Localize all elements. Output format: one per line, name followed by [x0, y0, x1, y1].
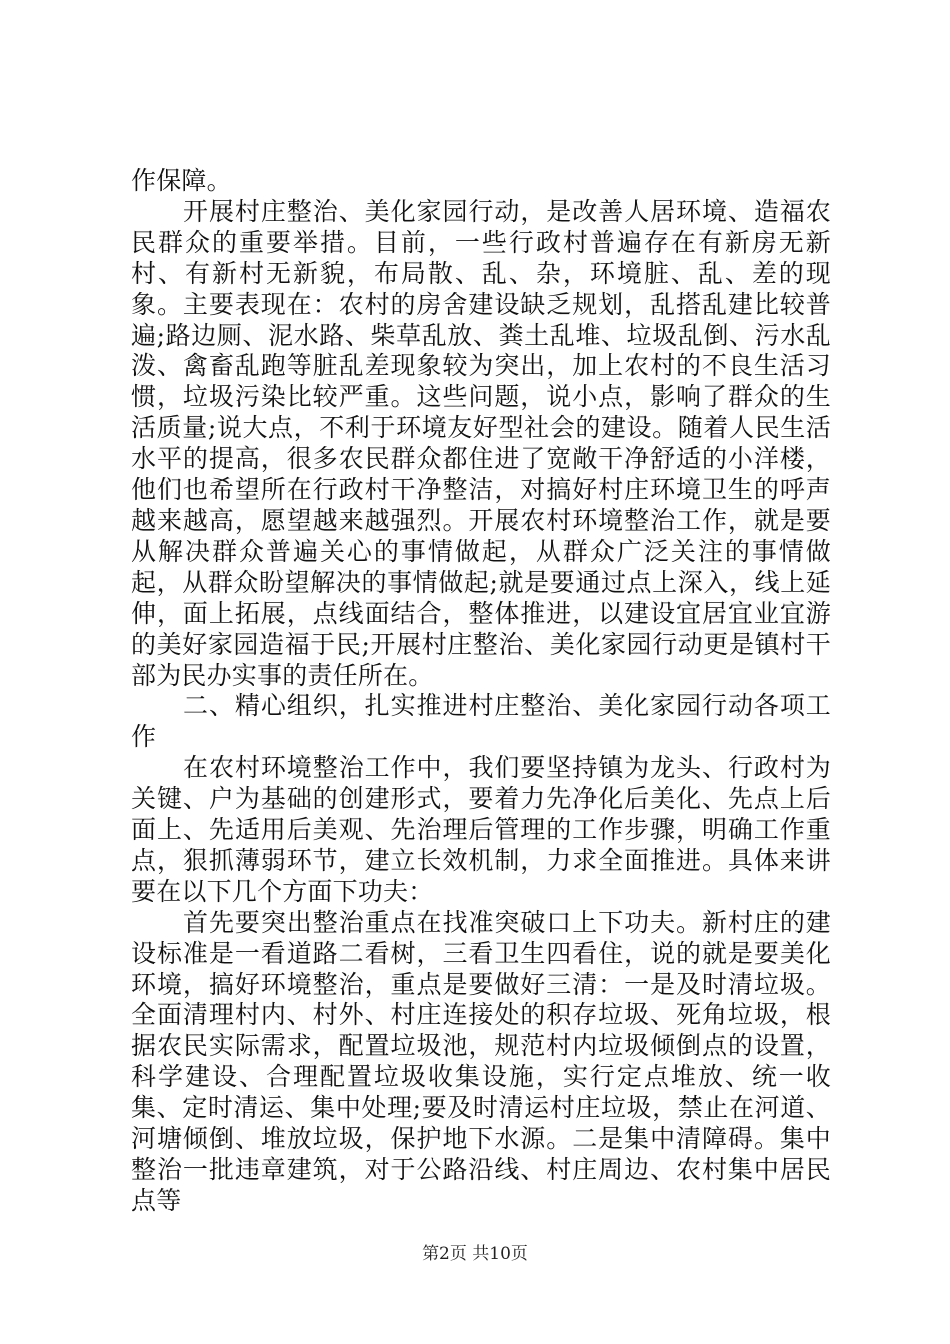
section-heading-two: 二、精心组织，扎实推进村庄整治、美化家园行动各项工作 [131, 691, 831, 752]
paragraph-village-renovation-significance: 开展村庄整治、美化家园行动，是改善人居环境、造福农民群众的重要举措。目前，一些行政村普遍存在有新房无新村、有新村无新貌，布局散、乱、杂，环境脏、乱、差的现象。主要表现在：农村的房舍建设缺乏规划，乱搭乱建比较普遍;路边厕、泥水路、柴草乱放、粪土乱堆、垃圾乱倒、污水乱泼、禽畜乱跑等脏乱差现象较为突出，加上农村的不良生活习惯，垃圾污染比较严重。这些问题，说小点，影响了群众的生活质量;说大点，不利于环境友好型社会的建设。随着人民生活水平的提高，很多农民群众都住进了宽敞干净舒适的小洋楼，他们也希望所在行政村干净整洁，对搞好村庄环境卫生的呼声越来越高，愿望越来越强烈。开展农村环境整治工作，就是要从解决群众普遍关心的事情做起，从群众广泛关注的事情做起，从群众盼望解决的事情做起;就是要通过点上深入，线上延伸，面上拓展，点线面结合，整体推进，以建设宜居宜业宜游的美好家园造福于民;开展村庄整治、美化家园行动更是镇村干部为民办实事的责任所在。 [131, 196, 831, 690]
document-body [131, 166, 831, 1217]
paragraph-key-focus: 首先要突出整治重点在找准突破口上下功夫。新村庄的建设标准是一看道路二看树，三看卫生四看住，说的就是要美化环境，搞好环境整治，重点是要做好三清：一是及时清垃圾。全面清理村内、村外、村庄连接处的积存垃圾、死角垃圾，根据农民实际需求，配置垃圾池，规范村内垃圾倾倒点的设置，科学建设、合理配置垃圾收集设施，实行定点堆放、统一收集、定时清运、集中处理;要及时清运村庄垃圾，禁止在河道、河塘倾倒、堆放垃圾，保护地下水源。二是集中清障碍。集中整治一批违章建筑，对于公路沿线、村庄周边、农村集中居民点等 [131, 907, 831, 1215]
paragraph-work-principles: 在农村环境整治工作中，我们要坚持镇为龙头、行政村为关键、户为基础的创建形式，要着力先净化后美化、先点上后面上、先适用后美观、先治理后管理的工作步骤，明确工作重点，狠抓薄弱环节，建立长效机制，力求全面推进。具体来讲要在以下几个方面下功夫： [131, 753, 831, 906]
page-number-footer: 第2页 共10页 [422, 1244, 528, 1264]
paragraph-continuation: 作保障。 [131, 166, 232, 195]
